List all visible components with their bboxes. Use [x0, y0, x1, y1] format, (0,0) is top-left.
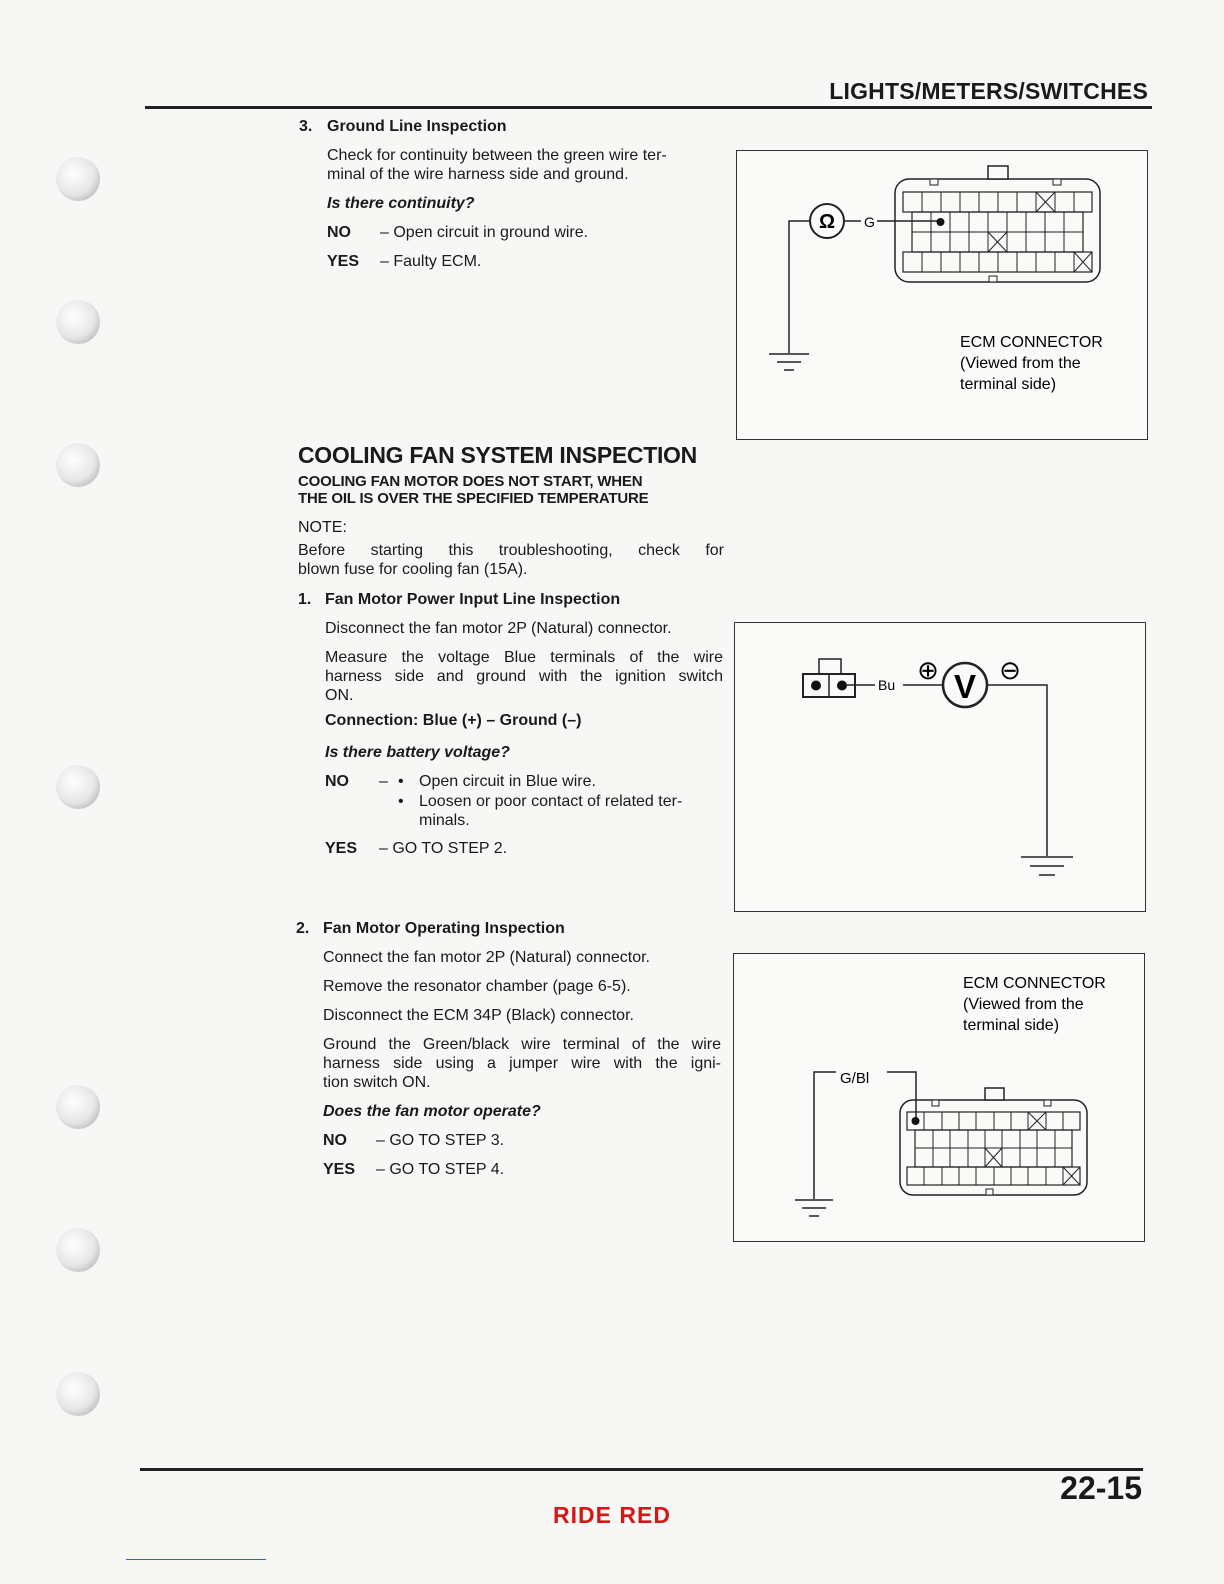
cooling-fan-title: COOLING FAN SYSTEM INSPECTION	[298, 442, 697, 468]
ground-line-no-text: – Open circuit in ground wire.	[380, 224, 589, 241]
page-number: 22-15	[1060, 1470, 1142, 1506]
step2-p1: Connect the fan motor 2P (Natural) connector.	[323, 949, 650, 966]
voltmeter-symbol: V	[953, 668, 977, 705]
diagram-ground-line	[736, 150, 1148, 440]
ecm-caption-1-line3: terminal side)	[960, 376, 1057, 393]
binder-hole	[56, 443, 100, 487]
diagram-ground-line-svg	[737, 151, 1147, 439]
step2-title: Fan Motor Operating Inspection	[323, 920, 565, 937]
binder-hole	[56, 1228, 100, 1272]
ground-line-yes-label: YES	[327, 253, 360, 270]
step1-no-bullet1: Open circuit in Blue wire.	[419, 773, 596, 790]
ground-line-title: Ground Line Inspection	[327, 118, 507, 135]
note-label: NOTE:	[298, 519, 347, 536]
ecm-caption-1-line1: ECM CONNECTOR	[960, 334, 1103, 351]
cooling-fan-subtitle-1: COOLING FAN MOTOR DOES NOT START, WHEN	[298, 473, 643, 490]
step1-connection: Connection: Blue (+) – Ground (–)	[325, 712, 582, 729]
bullet-icon: •	[398, 773, 404, 790]
plus-icon: ⊕	[917, 655, 939, 685]
bullet-icon: •	[398, 793, 404, 810]
binder-hole	[56, 765, 100, 809]
step1-p2-line1: Measure the voltage Blue terminals of the wire	[325, 649, 723, 666]
step1-no-dash: –	[379, 773, 388, 790]
ground-line-number: 3.	[299, 118, 313, 135]
step1-title: Fan Motor Power Input Line Inspection	[325, 591, 621, 608]
step1-no-bullet2-line1: Loosen or poor contact of related ter-	[419, 793, 683, 810]
ground-line-no-label: NO	[327, 224, 351, 241]
wire-label-bu: Bu	[878, 677, 896, 693]
binder-hole	[56, 300, 100, 344]
step1-no-bullet2-line2: minals.	[419, 812, 470, 829]
ground-line-body-1: Check for continuity between the green wire ter-	[327, 147, 667, 164]
bottom-link-rule	[126, 1559, 266, 1560]
ecm-connector-1	[895, 166, 1100, 282]
step2-yes-text: – GO TO STEP 4.	[376, 1161, 505, 1178]
diagram-power-input	[734, 622, 1146, 912]
binder-hole	[56, 1372, 100, 1416]
step1-number: 1.	[298, 591, 312, 608]
wire-label-g: G	[864, 214, 875, 230]
ground-line-yes-text: – Faulty ECM.	[380, 253, 482, 270]
section-title: LIGHTS/METERS/SWITCHES	[829, 78, 1148, 104]
ecm-connector-2	[900, 1088, 1087, 1195]
step1-p2-line3: ON.	[325, 687, 354, 704]
ecm-caption-2-line1: ECM CONNECTOR	[963, 975, 1106, 992]
step1-question: Is there battery voltage?	[325, 744, 510, 761]
footer-rule	[140, 1468, 1143, 1471]
step2-p4-line3: tion switch ON.	[323, 1074, 431, 1091]
wire-label-g-bl: G/Bl	[840, 1070, 870, 1087]
step2-p4-line1: Ground the Green/black wire terminal of the wire	[323, 1036, 721, 1053]
cooling-fan-subtitle-2: THE OIL IS OVER THE SPECIFIED TEMPERATURE	[298, 490, 649, 507]
step1-yes-label: YES	[325, 840, 358, 857]
step2-yes-label: YES	[323, 1161, 356, 1178]
diagram-fan-operation	[733, 953, 1145, 1242]
step2-no-text: – GO TO STEP 3.	[376, 1132, 505, 1149]
ground-line-body-2: minal of the wire harness side and ground.	[327, 166, 629, 183]
step2-number: 2.	[296, 920, 310, 937]
note-line-1: Before starting this troubleshooting, check for	[298, 542, 724, 559]
ecm-caption-2-line3: terminal side)	[963, 1017, 1060, 1034]
diagram-fan-operation-svg	[734, 954, 1144, 1241]
minus-icon: ⊖	[999, 655, 1021, 685]
ground-line-question: Is there continuity?	[327, 195, 475, 212]
ecm-caption-1-line2: (Viewed from the	[960, 355, 1081, 372]
step1-yes-text: – GO TO STEP 2.	[379, 840, 508, 857]
header-rule	[145, 106, 1152, 109]
step1-p1: Disconnect the fan motor 2P (Natural) connector.	[325, 620, 672, 637]
diagram-power-input-svg	[735, 623, 1145, 911]
step2-question: Does the fan motor operate?	[323, 1103, 541, 1120]
step2-p4-line2: harness side using a jumper wire with the igni-	[323, 1055, 721, 1072]
brand-footer: RIDE RED	[553, 1502, 671, 1528]
step1-no-label: NO	[325, 773, 349, 790]
step1-p2-line2: harness side and ground with the ignition switch	[325, 668, 723, 685]
step2-p2: Remove the resonator chamber (page 6-5).	[323, 978, 631, 995]
binder-hole	[56, 157, 100, 201]
ecm-caption-2-line2: (Viewed from the	[963, 996, 1084, 1013]
step2-no-label: NO	[323, 1132, 347, 1149]
note-line-2: blown fuse for cooling fan (15A).	[298, 561, 528, 578]
binder-hole	[56, 1085, 100, 1129]
ohmmeter-symbol: Ω	[818, 211, 836, 233]
step2-p3: Disconnect the ECM 34P (Black) connector.	[323, 1007, 634, 1024]
fan-motor-2p-connector	[803, 659, 855, 697]
